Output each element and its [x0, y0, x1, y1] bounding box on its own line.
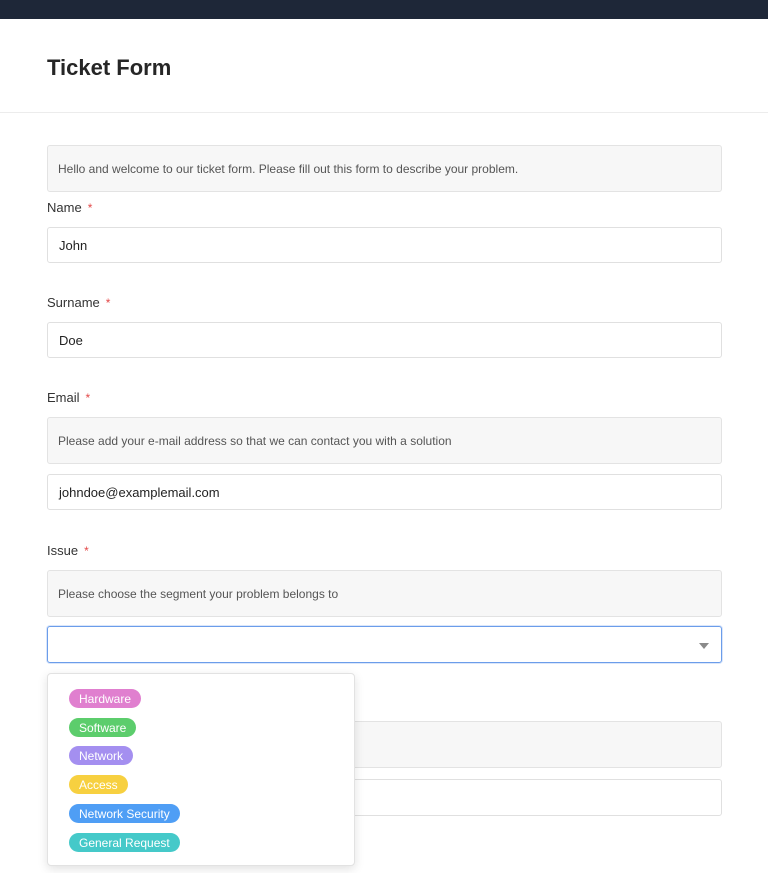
option-network[interactable]: Network — [69, 746, 133, 765]
option-access[interactable]: Access — [69, 775, 128, 794]
intro-text: Hello and welcome to our ticket form. Please fill out this form to describe your problem. — [58, 161, 519, 176]
issue-label: Issue * — [47, 543, 89, 558]
required-mark: * — [87, 201, 93, 215]
page-title: Ticket Form — [47, 55, 172, 80]
intro-message — [47, 145, 722, 192]
email-input[interactable] — [47, 474, 722, 510]
issue-help — [47, 570, 722, 617]
email-value: johndoe@examplemail.com — [59, 484, 220, 500]
required-mark: * — [84, 544, 89, 558]
email-help — [47, 417, 722, 464]
option-hardware[interactable]: Hardware — [69, 689, 141, 708]
surname-value: Doe — [59, 332, 83, 348]
name-label: Name * — [47, 200, 93, 215]
option-software[interactable]: Software — [69, 718, 136, 737]
name-input[interactable] — [47, 227, 722, 263]
issue-help-text: Please choose the segment your problem belongs to — [58, 586, 339, 601]
name-value: John — [59, 237, 88, 253]
chevron-down-icon[interactable] — [699, 643, 709, 649]
form-header — [0, 19, 768, 113]
surname-input[interactable] — [47, 322, 722, 358]
required-mark: * — [85, 391, 91, 405]
email-label: Email * — [47, 390, 91, 405]
issue-dropdown-menu — [47, 673, 355, 866]
surname-label: Surname * — [47, 295, 111, 310]
top-bar — [0, 0, 768, 19]
required-mark: * — [105, 296, 111, 310]
option-network-security[interactable]: Network Security — [69, 804, 180, 823]
option-general-request[interactable]: General Request — [69, 833, 180, 852]
issue-select[interactable] — [47, 626, 722, 663]
email-help-text: Please add your e-mail address so that we can contact you with a solution — [58, 433, 452, 448]
